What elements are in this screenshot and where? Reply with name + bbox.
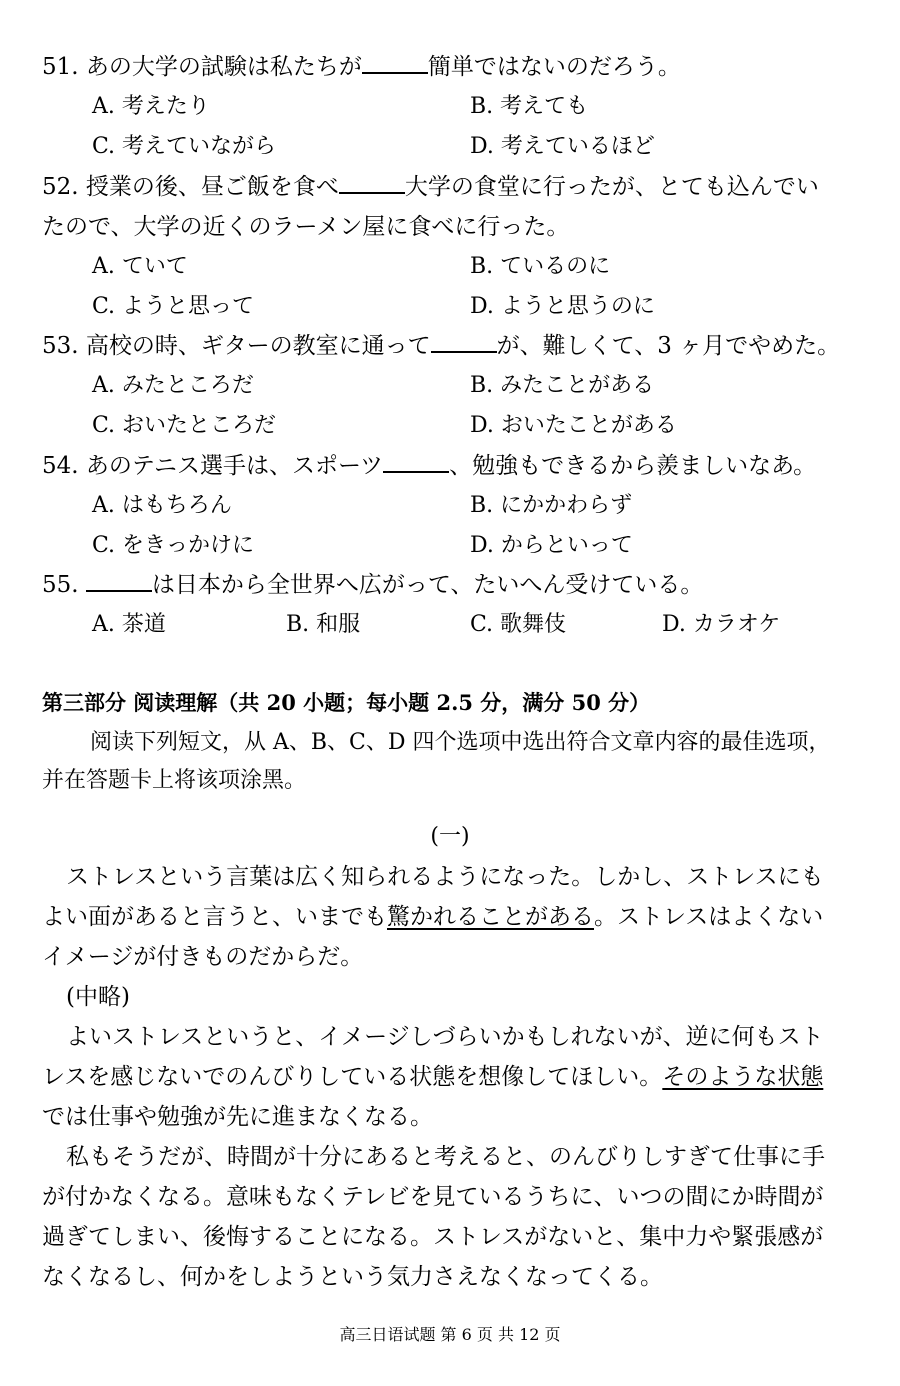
option-54-d <box>470 531 633 561</box>
passage-p3-line-3: 過ぎてしまい、後悔することになる。ストレスがないと、集中力や緊張感が <box>42 1224 824 1250</box>
question-text-after: 簡単ではないのだろう。 <box>427 54 681 80</box>
option-text: ようと思うのに <box>500 294 655 319</box>
option-letter: D. <box>662 612 686 637</box>
option-53-c <box>92 411 276 441</box>
question-number: 54. <box>42 453 79 479</box>
answer-blank <box>383 451 449 473</box>
option-51-d <box>470 132 655 162</box>
question-52-continuation: たので、大学の近くのラーメン屋に食べに行った。 <box>42 214 570 240</box>
option-52-b <box>470 252 610 282</box>
option-54-b <box>470 491 632 521</box>
question-number: 52. <box>42 174 79 200</box>
option-letter: A. <box>92 94 115 119</box>
option-letter: A. <box>92 373 115 398</box>
passage-omitted-note: (中略) <box>66 984 130 1010</box>
option-text: おいたことがある <box>500 413 677 438</box>
passage-text: よい面があると言うと、いまでも <box>42 904 387 930</box>
question-number: 51. <box>42 54 79 80</box>
option-51-c <box>92 132 276 162</box>
option-55-d <box>662 610 780 640</box>
answer-blank <box>86 570 152 592</box>
option-letter: A. <box>92 612 115 637</box>
option-55-a <box>92 610 166 640</box>
option-letter: B. <box>470 94 494 119</box>
question-number: 53. <box>42 333 79 359</box>
question-text-after: が、難しくて、3 ヶ月でやめた。 <box>496 333 841 359</box>
option-text: からといって <box>500 533 633 558</box>
passage-label: (一) <box>430 824 470 849</box>
option-letter: B. <box>470 254 494 279</box>
question-54 <box>42 451 816 481</box>
option-letter: B. <box>470 373 494 398</box>
option-53-d <box>470 411 677 441</box>
option-letter: C. <box>470 612 494 637</box>
option-54-c <box>92 531 254 561</box>
option-text: 歌舞伎 <box>500 612 567 637</box>
option-53-a <box>92 371 254 401</box>
question-text-after: 、勉強もできるから羨ましいなあ。 <box>449 453 817 479</box>
option-letter: D. <box>470 294 494 319</box>
option-letter: C. <box>92 134 116 159</box>
passage-p3-line-4: なくなるし、何かをしようという気力さえなくなってくる。 <box>42 1264 663 1290</box>
option-letter: D. <box>470 134 494 159</box>
option-text: はもちろん <box>121 493 232 518</box>
option-letter: D. <box>470 413 494 438</box>
question-text-before: 高校の時、ギターの教室に通って <box>85 333 431 359</box>
option-54-a <box>92 491 232 521</box>
option-55-c <box>470 610 566 640</box>
option-letter: B. <box>286 612 310 637</box>
option-text: ようと思って <box>122 294 255 319</box>
option-52-c <box>92 292 254 322</box>
option-53-b <box>470 371 654 401</box>
question-52 <box>42 172 819 202</box>
option-51-a <box>92 92 210 122</box>
passage-text: レスを感じないでのんびりしている状態を想像してほしい。 <box>42 1064 663 1090</box>
answer-blank <box>431 331 497 353</box>
answer-blank <box>339 172 405 194</box>
question-text-before: あの大学の試験は私たちが <box>85 54 362 80</box>
option-text: にかかわらず <box>500 493 633 518</box>
option-letter: B. <box>470 493 494 518</box>
passage-p1-line-1: ストレスという言葉は広く知られるようになった。しかし、ストレスにも <box>66 864 824 890</box>
option-text: をきっかけに <box>122 533 255 558</box>
option-52-a <box>92 252 188 282</box>
underlined-phrase: そのような状態 <box>662 1064 824 1090</box>
option-letter: A. <box>92 254 115 279</box>
passage-p1-line-3: イメージが付きものだからだ。 <box>42 944 364 970</box>
option-text: ているのに <box>500 254 611 279</box>
option-text: ていて <box>121 254 188 279</box>
option-text: 考えたり <box>121 94 210 119</box>
option-letter: A. <box>92 493 115 518</box>
page-footer: 高三日语试题 第 6 页 共 12 页 <box>339 1325 561 1344</box>
question-51 <box>42 52 681 82</box>
option-text: 和服 <box>316 612 361 637</box>
passage-p2-line-1: よいストレスというと、イメージしづらいかもしれないが、逆に何もスト <box>66 1024 824 1050</box>
option-text: 考えていながら <box>122 134 277 159</box>
passage-p3-line-1: 私もそうだが、時間が十分にあると考えると、のんびりしすぎて仕事に手 <box>66 1144 825 1170</box>
option-55-b <box>286 610 360 640</box>
passage-p2-line-3: では仕事や勉強が先に進まなくなる。 <box>42 1104 433 1130</box>
passage-text: 。ストレスはよくない <box>594 904 824 930</box>
option-52-d <box>470 292 655 322</box>
section-heading: 第三部分 阅读理解（共 20 小题；每小题 2.5 分，满分 50 分） <box>42 690 651 715</box>
option-letter: D. <box>470 533 494 558</box>
option-text: 茶道 <box>121 612 166 637</box>
underlined-phrase: 驚かれることがある <box>387 904 594 930</box>
option-text: 考えても <box>500 94 589 119</box>
passage-p1-line-2 <box>42 902 823 932</box>
option-text: おいたところだ <box>122 413 277 438</box>
section-instruction-line-1: 阅读下列短文，从 A、B、C、D 四个选项中选出符合文章内容的最佳选项， <box>90 730 831 755</box>
passage-p2-line-2 <box>42 1062 823 1092</box>
option-text: カラオケ <box>692 612 781 637</box>
question-text-after: は日本から全世界へ広がって、たいへん受けている。 <box>151 572 704 598</box>
question-55 <box>42 570 703 600</box>
question-number: 55. <box>42 572 79 598</box>
question-53 <box>42 331 840 361</box>
question-text-before: 授業の後、昼ご飯を食べ <box>85 174 339 200</box>
option-text: みたことがある <box>500 373 655 398</box>
question-text-before: あのテニス選手は、スポーツ <box>85 453 384 479</box>
question-text-after: 大学の食堂に行ったが、とても込んでい <box>404 174 819 200</box>
option-51-b <box>470 92 588 122</box>
option-letter: C. <box>92 413 116 438</box>
answer-blank <box>362 52 428 74</box>
section-instruction-line-2: 并在答题卡上将该项涂黑。 <box>42 768 307 793</box>
option-text: 考えているほど <box>500 134 655 159</box>
option-letter: C. <box>92 533 116 558</box>
passage-p3-line-2: が付かなくなる。意味もなくテレビを見ているうちに、いつの間にか時間が <box>42 1184 824 1210</box>
option-text: みたところだ <box>121 373 254 398</box>
option-letter: C. <box>92 294 116 319</box>
